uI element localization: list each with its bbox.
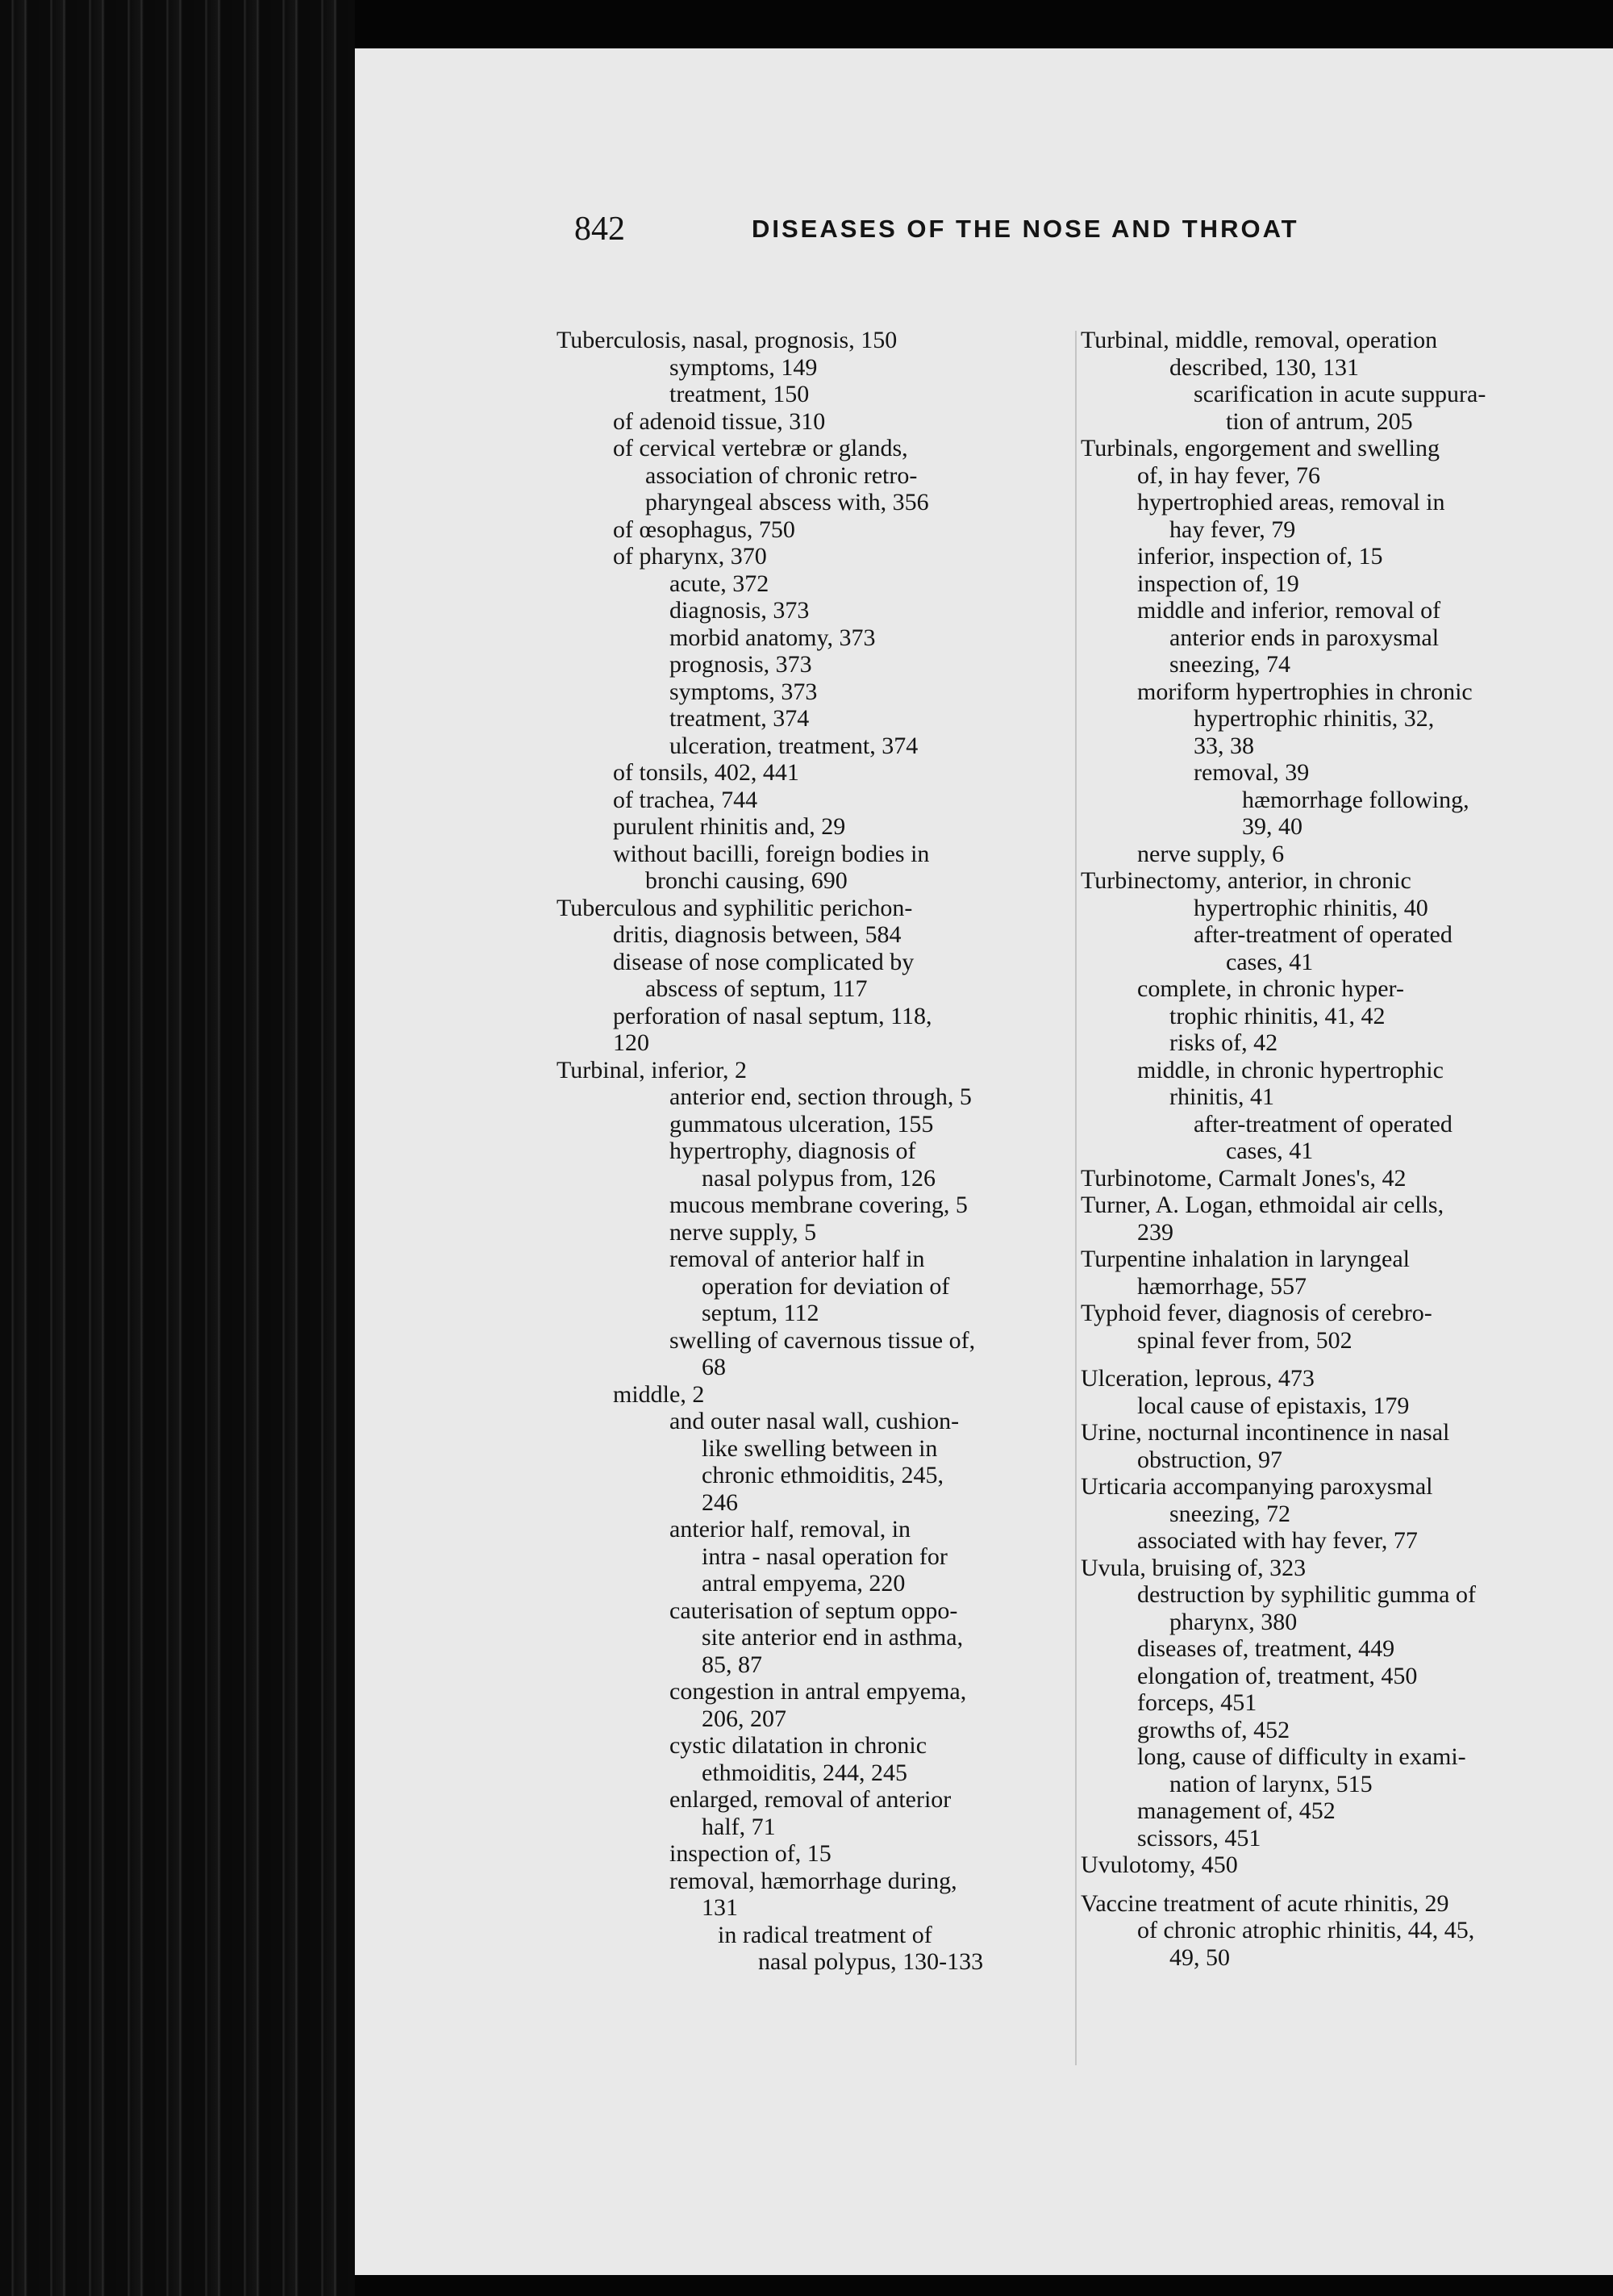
index-subentry: removal of anterior half in (669, 1246, 925, 1272)
column-divider (1075, 331, 1077, 2065)
index-subentry: 33, 38 (1194, 732, 1254, 759)
index-subentry: middle and inferior, removal of (1137, 597, 1441, 624)
index-subentry: dritis, diagnosis between, 584 (613, 921, 902, 948)
index-subentry: ethmoiditis, 244, 245 (702, 1759, 907, 1786)
index-subentry: hypertrophied areas, removal in (1137, 489, 1445, 516)
index-subentry: mucous membrane covering, 5 (669, 1192, 968, 1218)
index-subentry: management of, 452 (1137, 1797, 1336, 1824)
index-subentry: septum, 112 (702, 1300, 819, 1326)
index-subentry: 39, 40 (1242, 813, 1302, 840)
index-subentry: of, in hay fever, 76 (1137, 461, 1321, 489)
index-subentry: nerve supply, 6 (1137, 840, 1285, 867)
index-subentry: described, 130, 131 (1169, 353, 1359, 381)
index-subentry: abscess of septum, 117 (645, 975, 868, 1002)
index-subentry: 85, 87 (702, 1651, 762, 1678)
index-subentry: nerve supply, 5 (669, 1218, 817, 1246)
index-heading: Tuberculosis, nasal, prognosis, 150 (556, 327, 898, 353)
index-subentry: ulceration, treatment, 374 (669, 732, 919, 759)
index-subentry: after-treatment of operated (1194, 1110, 1453, 1138)
index-subentry: enlarged, removal of anterior (669, 1786, 952, 1813)
index-subentry: congestion in antral empyema, (669, 1678, 967, 1705)
index-subentry: cases, 41 (1226, 948, 1314, 975)
index-heading: Tuberculous and syphilitic perichon- (556, 894, 913, 921)
index-subentry: hypertrophy, diagnosis of (669, 1138, 916, 1164)
page-header (574, 210, 1413, 258)
index-subentry: hæmorrhage, 557 (1137, 1272, 1307, 1300)
index-subentry: symptoms, 149 (669, 353, 818, 381)
index-heading: Turbinal, inferior, 2 (556, 1056, 748, 1083)
index-subentry: middle, 2 (613, 1380, 705, 1408)
index-subentry: hay fever, 79 (1169, 516, 1296, 543)
index-subentry: intra - nasal operation for (702, 1542, 948, 1570)
index-subentry: disease of nose complicated by (613, 948, 915, 975)
index-subentry: forceps, 451 (1137, 1689, 1257, 1716)
index-subentry: destruction by syphilitic gumma of (1137, 1581, 1476, 1608)
index-subentry: elongation of, treatment, 450 (1137, 1662, 1418, 1689)
index-subentry: of adenoid tissue, 310 (613, 407, 826, 435)
index-subentry: local cause of epistaxis, 179 (1137, 1392, 1410, 1419)
index-subentry: spinal fever from, 502 (1137, 1326, 1353, 1354)
index-heading: Turbinotome, Carmalt Jones's, 42 (1081, 1164, 1407, 1192)
index-subentry: rhinitis, 41 (1169, 1083, 1275, 1110)
index-subentry: after-treatment of operated (1194, 921, 1453, 948)
index-subentry: nasal polypus from, 126 (702, 1164, 936, 1192)
index-subentry: morbid anatomy, 373 (669, 624, 876, 651)
index-heading: Turbinectomy, anterior, in chronic (1081, 867, 1411, 894)
index-subentry: cystic dilatation in chronic (669, 1732, 927, 1759)
index-subentry: swelling of cavernous tissue of, (669, 1326, 976, 1354)
index-subentry: risks of, 42 (1169, 1029, 1278, 1056)
index-subentry: hæmorrhage following, (1242, 786, 1469, 813)
index-subentry: complete, in chronic hyper- (1137, 975, 1404, 1002)
index-subentry: tion of antrum, 205 (1226, 407, 1413, 435)
index-subentry: diseases of, treatment, 449 (1137, 1635, 1395, 1662)
index-subentry: hypertrophic rhinitis, 32, (1194, 705, 1435, 732)
running-title: DISEASES OF THE NOSE AND THROAT (752, 215, 1299, 243)
index-subentry: sneezing, 72 (1169, 1500, 1290, 1527)
index-subentry: middle, in chronic hypertrophic (1137, 1056, 1444, 1083)
index-heading: Ulceration, leprous, 473 (1081, 1365, 1315, 1392)
index-subentry: cauterisation of septum oppo- (669, 1597, 958, 1624)
index-subentry: association of chronic retro- (645, 461, 918, 489)
index-heading: Uvulotomy, 450 (1081, 1851, 1238, 1878)
index-subentry: chronic ethmoiditis, 245, (702, 1462, 944, 1488)
index-subentry: cases, 41 (1226, 1138, 1314, 1164)
index-subentry: sneezing, 74 (1169, 651, 1290, 678)
index-subentry: prognosis, 373 (669, 651, 812, 678)
index-subentry: anterior half, removal, in (669, 1516, 911, 1542)
index-subentry: scissors, 451 (1137, 1824, 1261, 1851)
index-subentry: of trachea, 744 (613, 786, 758, 813)
index-subentry: obstruction, 97 (1137, 1446, 1282, 1473)
index-subentry: pharynx, 380 (1169, 1608, 1298, 1635)
index-subentry: 120 (613, 1029, 649, 1056)
index-subentry: purulent rhinitis and, 29 (613, 813, 846, 840)
index-subentry: antral empyema, 220 (702, 1570, 906, 1597)
index-subentry: and outer nasal wall, cushion- (669, 1408, 960, 1434)
index-subentry: acute, 372 (669, 570, 769, 597)
index-heading: Turner, A. Logan, ethmoidal air cells, (1081, 1192, 1444, 1218)
index-subentry: 131 (702, 1894, 738, 1921)
index-subentry: nation of larynx, 515 (1169, 1770, 1373, 1797)
index-subentry: perforation of nasal septum, 118, (613, 1002, 932, 1029)
index-subentry: in radical treatment of (718, 1921, 932, 1948)
index-subentry: long, cause of difficulty in exami- (1137, 1743, 1466, 1770)
index-subentry: anterior ends in paroxysmal (1169, 624, 1440, 651)
index-subentry: hypertrophic rhinitis, 40 (1194, 894, 1428, 921)
index-subentry: growths of, 452 (1137, 1716, 1290, 1743)
index-subentry: diagnosis, 373 (669, 597, 810, 624)
index-subentry: of tonsils, 402, 441 (613, 759, 799, 786)
index-subentry: scarification in acute suppura- (1194, 381, 1486, 407)
index-heading: Urticaria accompanying paroxysmal (1081, 1473, 1433, 1500)
book-page (355, 48, 1613, 2275)
index-subentry: of chronic atrophic rhinitis, 44, 45, (1137, 1917, 1475, 1943)
index-subentry: of pharynx, 370 (613, 543, 767, 570)
index-subentry: like swelling between in (702, 1434, 938, 1462)
page-number: 842 (574, 211, 625, 248)
index-subentry: half, 71 (702, 1813, 776, 1840)
index-subentry: 206, 207 (702, 1705, 786, 1732)
index-column-right (1081, 327, 1548, 1971)
index-subentry: without bacilli, foreign bodies in (613, 840, 930, 867)
index-heading: Turbinal, middle, removal, operation (1081, 327, 1438, 353)
index-heading: Turbinals, engorgement and swelling (1081, 435, 1440, 461)
index-subentry: associated with hay fever, 77 (1137, 1527, 1418, 1554)
index-heading: Vaccine treatment of acute rhinitis, 29 (1081, 1889, 1449, 1917)
index-subentry: of cervical vertebræ or glands, (613, 435, 908, 461)
index-subentry: operation for deviation of (702, 1272, 950, 1300)
index-subentry: nasal polypus, 130-133 (758, 1948, 984, 1975)
index-subentry: trophic rhinitis, 41, 42 (1169, 1002, 1386, 1029)
index-subentry: treatment, 374 (669, 705, 810, 732)
index-heading: Typhoid fever, diagnosis of cerebro- (1081, 1300, 1432, 1326)
index-subentry: 68 (702, 1354, 726, 1380)
index-subentry: treatment, 150 (669, 381, 810, 407)
index-subentry: site anterior end in asthma, (702, 1624, 964, 1651)
index-subentry: pharyngeal abscess with, 356 (645, 489, 929, 516)
index-subentry: inferior, inspection of, 15 (1137, 543, 1383, 570)
index-subentry: of œsophagus, 750 (613, 516, 795, 543)
index-subentry: 246 (702, 1488, 738, 1516)
index-heading: Uvula, bruising of, 323 (1081, 1554, 1307, 1581)
index-subentry: 49, 50 (1169, 1943, 1230, 1971)
index-heading: Urine, nocturnal incontinence in nasal (1081, 1419, 1450, 1446)
index-subentry: inspection of, 19 (1137, 570, 1299, 597)
index-subentry: removal, hæmorrhage during, (669, 1867, 957, 1894)
scanner-edge (0, 0, 355, 2296)
index-subentry: removal, 39 (1194, 759, 1310, 786)
index-subentry: bronchi causing, 690 (645, 867, 848, 894)
index-subentry: symptoms, 373 (669, 678, 818, 705)
index-column-left (556, 327, 1040, 1976)
index-heading: Turpentine inhalation in laryngeal (1081, 1246, 1410, 1272)
index-subentry: anterior end, section through, 5 (669, 1083, 972, 1110)
index-subentry: gummatous ulceration, 155 (669, 1110, 934, 1138)
index-subentry: moriform hypertrophies in chronic (1137, 678, 1473, 705)
index-subentry: inspection of, 15 (669, 1840, 832, 1867)
index-subentry: 239 (1137, 1218, 1173, 1246)
